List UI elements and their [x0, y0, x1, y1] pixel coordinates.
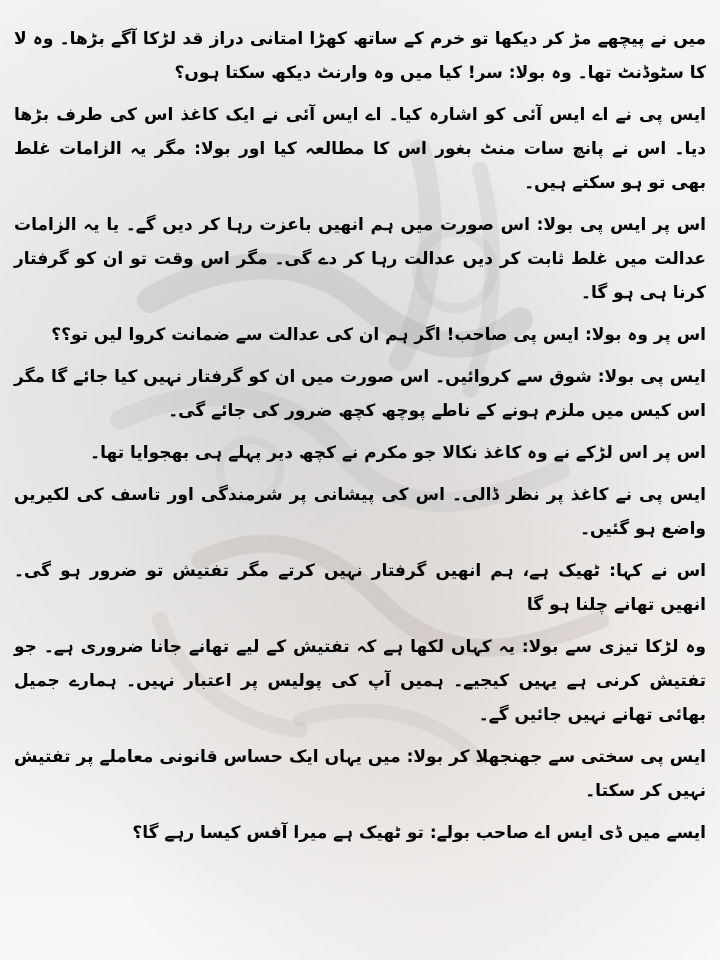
paragraph-5: ایس پی بولا: شوق سے کروائیں۔ اس صورت میں ان کو گرفتار نہیں کیا جائے گا مگر اس کیس میں ملزم ہونے کے ناطے پوچھ کچھ ضرور کی جائے گی۔ [14, 367, 706, 421]
paragraph-11: ایسے میں ڈی ایس اے صاحب بولے: تو ٹھیک ہے میرا آفس کیسا رہے گا؟ [132, 823, 706, 843]
paragraph-6: اس پر اس لڑکے نے وہ کاغذ نکالا جو مکرم نے کچھ دیر پہلے ہی بھجوایا تھا۔ [90, 443, 706, 463]
paragraph-7: ایس پی نے کاغذ پر نظر ڈالی۔ اس کی پیشانی پر شرمندگی اور تاسف کی لکیریں واضع ہو گئیں۔ [14, 485, 706, 539]
paragraph-2: ایس پی نے اے ایس آئی کو اشارہ کیا۔ اے ایس آئی نے ایک کاغذ اس کی طرف بڑھا دیا۔ اس نے پانچ سات منٹ بغور اس کا مطالعہ کیا اور بولا: مگر یہ الزامات غلط بھی تو ہو سکتے ہیں۔ [14, 105, 706, 193]
paragraph-3: اس پر ایس پی بولا: اس صورت میں ہم انھیں باعزت رہا کر دیں گے۔ یا یہ الزامات عدالت میں غلط ثابت کر دیں عدالت رہا کر دے گی۔ مگر اس وقت تو ان کو گرفتار کرنا ہی ہو گا۔ [14, 215, 706, 303]
paragraph-10: ایس پی سختی سے جھنجھلا کر بولا: میں یہاں ایک حساس قانونی معاملے پر تفتیش نہیں کر سکتا۔ [14, 747, 706, 801]
paragraph-4: اس پر وہ بولا: ایس پی صاحب! اگر ہم ان کی عدالت سے ضمانت کروا لیں تو؟؟ [51, 325, 706, 345]
paragraph-8: اس نے کہا: ٹھیک ہے، ہم انھیں گرفتار نہیں کرتے مگر تفتیش تو ضرور ہو گی۔ انھیں تھانے چلنا ہو گا [14, 561, 706, 615]
urdu-text-body [14, 22, 706, 858]
paragraph-9: وہ لڑکا تیزی سے بولا: یہ کہاں لکھا ہے کہ تفتیش کے لیے تھانے جانا ضروری ہے۔ جو تفتیش کرنی ہے یہیں کیجیے۔ ہمیں آپ کی پولیس پر اعتبار نہیں۔ ہمارے جمیل بھائی تھانے نہیں جائیں گے۔ [14, 637, 706, 725]
paragraph-1: میں نے پیچھے مڑ کر دیکھا تو خرم کے ساتھ کھڑا امتانی دراز قد لڑکا آگے بڑھا۔ وہ لا کا سٹوڈنٹ تھا۔ وہ بولا: سر! کیا میں وہ وارنٹ دیکھ سکتا ہوں؟ [14, 29, 706, 83]
